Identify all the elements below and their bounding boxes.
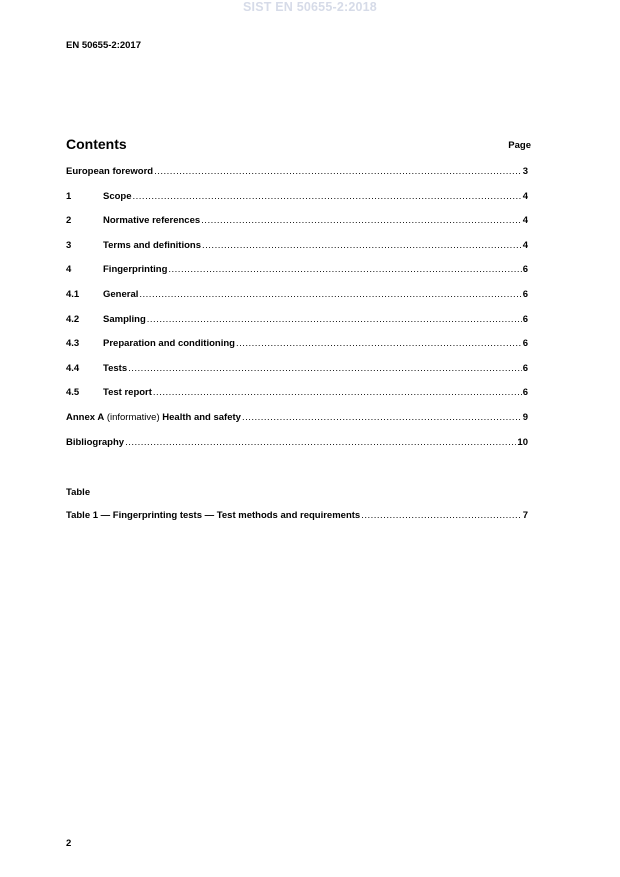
- annex-label: Annex A: [66, 411, 105, 423]
- toc-entry-title: European foreword: [66, 166, 154, 177]
- toc-leader: [202, 240, 522, 251]
- toc-entry-title: Scope: [103, 190, 132, 202]
- toc-entry-page: 9: [522, 411, 528, 423]
- toc-entry-page: 4: [522, 239, 528, 251]
- toc-leader: [361, 510, 522, 521]
- toc-entry-title: Terms and definitions: [103, 239, 202, 251]
- annex-note: (informative): [104, 411, 163, 423]
- toc-entry-title: Preparation and conditioning: [103, 338, 235, 350]
- toc-entry-number: 1: [66, 190, 72, 202]
- toc-leader: [168, 264, 521, 275]
- toc-leader: [128, 363, 522, 374]
- toc-entry-page: 4: [522, 190, 528, 202]
- toc-leader: [125, 437, 516, 448]
- toc-entry-tests[interactable]: [66, 363, 528, 388]
- toc-leader: [154, 166, 522, 177]
- toc-leader: [153, 387, 522, 398]
- toc-entry-number: 4.3: [66, 338, 80, 350]
- contents-heading: Contents: [66, 136, 127, 152]
- toc-leader: [139, 289, 521, 300]
- toc-entry-number: 4.1: [66, 288, 80, 300]
- table-of-contents: [66, 166, 528, 461]
- toc-entry-title: Test report: [103, 387, 152, 399]
- toc-entry-page: 4: [522, 215, 528, 227]
- toc-entry-preparation-and-conditioning[interactable]: [66, 338, 528, 363]
- toc-entry-fingerprinting[interactable]: [66, 264, 528, 289]
- toc-leader: [236, 338, 522, 349]
- watermark: SIST EN 50655-2:2018: [243, 0, 377, 14]
- toc-entry-number: 3: [66, 239, 72, 251]
- toc-entry-general[interactable]: [66, 289, 528, 314]
- toc-entry-page: 6: [522, 362, 528, 374]
- toc-entry-bibliography[interactable]: [66, 437, 528, 462]
- toc-entry-title: [66, 412, 241, 423]
- toc-entry-title: Normative references: [103, 215, 201, 227]
- toc-leader: [201, 215, 522, 226]
- document-id: EN 50655-2:2017: [66, 40, 141, 51]
- toc-leader: [242, 412, 522, 423]
- table-entry-1[interactable]: [66, 510, 528, 535]
- toc-entry-test-report[interactable]: [66, 387, 528, 412]
- page-column-heading: Page: [508, 140, 531, 151]
- toc-entry-sampling[interactable]: [66, 314, 528, 339]
- toc-entry-number: 4: [66, 264, 72, 276]
- list-of-tables: [66, 510, 528, 535]
- toc-entry-page: 6: [522, 387, 528, 399]
- toc-entry-title: General: [103, 288, 139, 300]
- annex-title: Health and safety: [162, 411, 241, 423]
- toc-entry-page: 6: [522, 338, 528, 350]
- page-number: 2: [66, 838, 72, 849]
- toc-entry-scope[interactable]: [66, 191, 528, 216]
- toc-entry-title: Sampling: [103, 313, 146, 325]
- toc-entry-page: 3: [522, 166, 528, 177]
- toc-leader: [147, 314, 522, 325]
- toc-entry-title: Bibliography: [66, 436, 125, 448]
- toc-entry-foreword[interactable]: [66, 166, 528, 191]
- table-entry-title: Table 1 — Fingerprinting tests — Test methods and requirements: [66, 510, 361, 521]
- toc-entry-normative-references[interactable]: [66, 215, 528, 240]
- toc-entry-terms-and-definitions[interactable]: [66, 240, 528, 265]
- toc-entry-page: 6: [522, 313, 528, 325]
- toc-entry-page: 6: [522, 288, 528, 300]
- toc-entry-number: 4.4: [66, 362, 80, 374]
- toc-leader: [133, 191, 522, 202]
- toc-entry-number: 2: [66, 215, 72, 227]
- table-entry-page: 7: [522, 510, 528, 521]
- toc-entry-page: 6: [522, 264, 528, 276]
- toc-entry-page: 10: [517, 436, 528, 448]
- toc-entry-number: 4.5: [66, 387, 80, 399]
- toc-entry-number: 4.2: [66, 313, 80, 325]
- table-list-heading: Table: [66, 487, 91, 498]
- toc-entry-annex-a[interactable]: [66, 412, 528, 437]
- toc-entry-title: Tests: [103, 362, 128, 374]
- toc-entry-title: Fingerprinting: [103, 264, 168, 276]
